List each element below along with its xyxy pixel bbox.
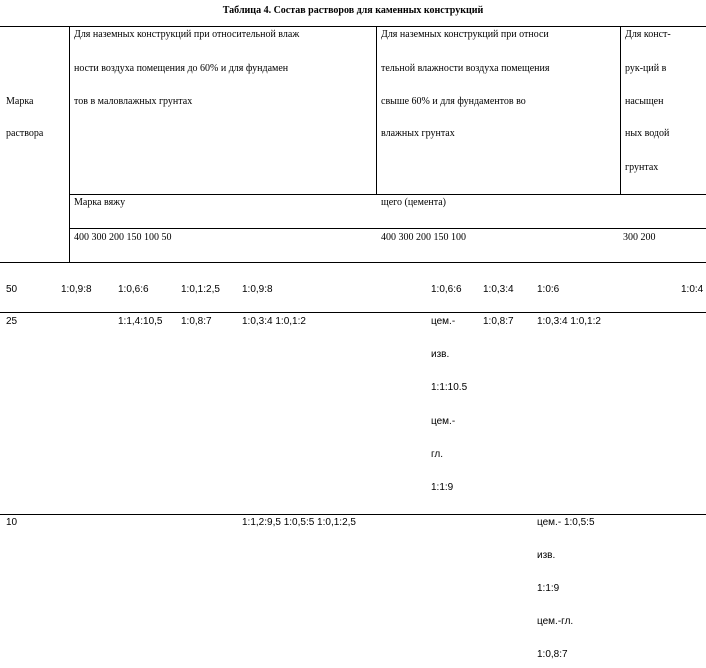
header-mark-line1: Марка bbox=[6, 96, 34, 107]
header-col3-line3: насыщен bbox=[625, 96, 664, 107]
row50-cell7: 1:0:6 bbox=[537, 284, 560, 295]
row-divider-25 bbox=[0, 514, 706, 515]
header-col1-line2: ности воздуха помещения до 60% и для фундамен bbox=[74, 63, 289, 74]
row10-mark: 10 bbox=[6, 517, 18, 528]
row25-cell4-line1: цем.- bbox=[431, 316, 456, 327]
header-col3-line2: рук-ций в bbox=[625, 63, 667, 74]
row25-cell4-line3: 1:1:10.5 bbox=[431, 382, 468, 393]
row25-cell4-line5: гл. bbox=[431, 449, 444, 460]
header-binder-right: щего (цемента) bbox=[381, 197, 446, 208]
col-divider-3 bbox=[620, 26, 621, 194]
row25-cell4-line2: изв. bbox=[431, 349, 450, 360]
row50-mark: 50 bbox=[6, 284, 18, 295]
row25-mark: 25 bbox=[6, 316, 18, 327]
header-binder-left: Марка вяжу bbox=[74, 197, 126, 208]
row50-cell3: 1:0,1:2,5 bbox=[181, 284, 220, 295]
table-top-border bbox=[0, 26, 706, 27]
row50-cell6: 1:0,3:4 bbox=[483, 284, 514, 295]
table-title: Таблица 4. Состав растворов для каменных конструкций bbox=[222, 5, 484, 16]
header-col2-line3: свыше 60% и для фундаментов во bbox=[381, 96, 526, 107]
row25-cell2: 1:0,8:7 bbox=[181, 316, 212, 327]
col-divider-1 bbox=[69, 26, 70, 262]
row10-cell2-line5: 1:0,8:7 bbox=[537, 649, 568, 660]
row25-cell6: 1:0,3:4 1:0,1:2 bbox=[537, 316, 601, 327]
row10-cell2-line3: 1:1:9 bbox=[537, 583, 560, 594]
row25-cell5: 1:0,8:7 bbox=[483, 316, 514, 327]
row10-cell2-line2: изв. bbox=[537, 550, 556, 561]
row25-cell4-line6: 1:1:9 bbox=[431, 482, 454, 493]
header-grades-col2: 400 300 200 150 100 bbox=[381, 232, 466, 243]
header-grades-col3: 300 200 bbox=[623, 232, 656, 243]
row10-cell2-line4: цем.-гл. bbox=[537, 616, 574, 627]
row50-cell1: 1:0,9:8 bbox=[61, 284, 92, 295]
col-divider-2 bbox=[376, 26, 377, 194]
header-col1-line1: Для наземных конструкций при относительной влаж bbox=[74, 29, 300, 40]
header-col2-line2: тельной влажности воздуха помещения bbox=[381, 63, 550, 74]
header-divider-binder bbox=[69, 194, 706, 195]
header-col3-line4: ных водой bbox=[625, 128, 670, 139]
header-col1-line3: тов в маловлажных грунтах bbox=[74, 96, 193, 107]
row10-cell2-line1: цем.- 1:0,5:5 bbox=[537, 517, 595, 528]
header-col2-line4: влажных грунтах bbox=[381, 128, 455, 139]
row50-cell5: 1:0,6:6 bbox=[431, 284, 462, 295]
row25-cell3: 1:0,3:4 1:0,1:2 bbox=[242, 316, 306, 327]
row50-cell4: 1:0,9:8 bbox=[242, 284, 273, 295]
header-col3-line1: Для конст- bbox=[625, 29, 671, 40]
row50-cell2: 1:0,6:6 bbox=[118, 284, 149, 295]
header-bottom-border bbox=[0, 262, 706, 263]
row50-cell8: 1:0:4 bbox=[681, 284, 704, 295]
header-mark-line2: раствора bbox=[6, 128, 44, 139]
row25-cell1: 1:1,4:10,5 bbox=[118, 316, 163, 327]
row25-cell4-line4: цем.- bbox=[431, 416, 456, 427]
header-grades-col1: 400 300 200 150 100 50 bbox=[74, 232, 172, 243]
row10-cell1: 1:1,2:9,5 1:0,5:5 1:0,1:2,5 bbox=[242, 517, 356, 528]
header-col3-line5: грунтах bbox=[625, 162, 659, 173]
header-divider-grades bbox=[69, 228, 706, 229]
header-col2-line1: Для наземных конструкций при относи bbox=[381, 29, 549, 40]
row-divider-50 bbox=[0, 312, 706, 313]
